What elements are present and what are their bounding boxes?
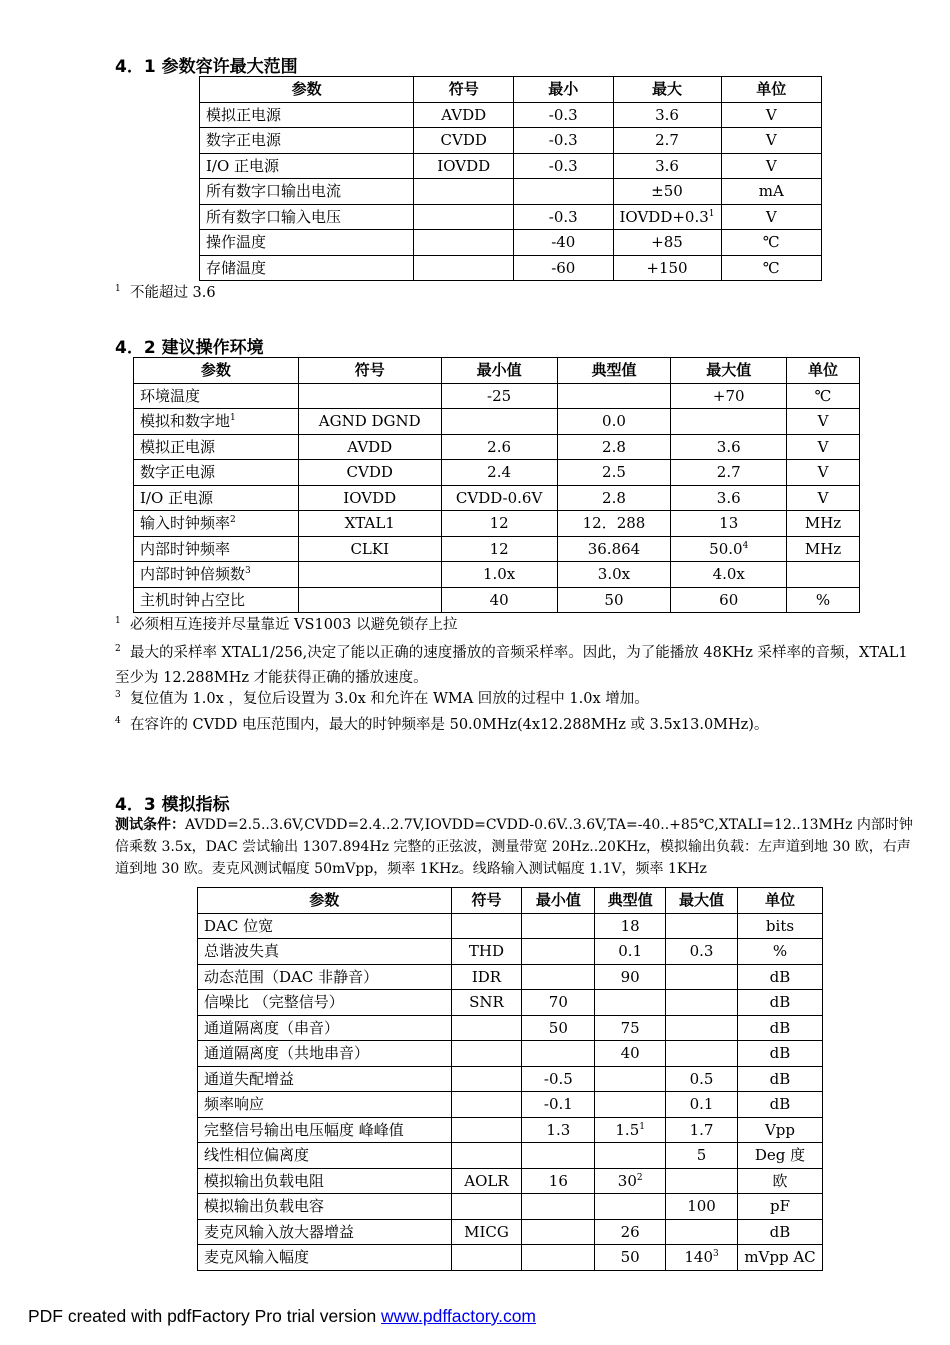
table-cell [595, 1066, 666, 1092]
table-cell: +150 [613, 255, 721, 281]
table-cell: -25 [441, 383, 557, 409]
table-cell: 数字正电源 [134, 460, 299, 486]
table-cell: 50 [522, 1015, 595, 1041]
footnote: $^4$ 在容许的 CVDD 电压范围内，最大的时钟频率是 50.0MHz(4x12.288MHz 或 3.5x13.0MHz)。 [115, 716, 769, 733]
table-cell: XTAL1 [298, 511, 441, 537]
table-row [198, 1245, 823, 1271]
table-row [200, 255, 822, 281]
table-cell: 3.0x [557, 562, 671, 588]
table-cell: V [787, 485, 860, 511]
table-cell: 4.0x [671, 562, 787, 588]
table-cell: 0.1 [595, 939, 666, 965]
col-header: 参数 [200, 77, 414, 103]
table-cell: 内部时钟频率 [134, 536, 299, 562]
pdf-footer: PDF created with pdfFactory Pro trial version www.pdffactory.com [28, 1306, 537, 1326]
table-cell: AOLR [451, 1168, 522, 1194]
col-header: 典型值 [557, 358, 671, 384]
col-header: 符号 [451, 888, 522, 914]
table-cell: CLKI [298, 536, 441, 562]
table-row [134, 383, 860, 409]
table-cell: 50 [557, 587, 671, 613]
table-cell: dB [737, 1015, 822, 1041]
table-cell [666, 1168, 738, 1194]
table-cell [514, 179, 613, 205]
table-cell: 12．288 [557, 511, 671, 537]
table-cell: ℃ [721, 230, 821, 256]
table-row [198, 1015, 823, 1041]
table-cell [666, 964, 738, 990]
table-cell: 总谐波失真 [198, 939, 452, 965]
table-cell: IOVDD [298, 485, 441, 511]
col-header: 符号 [298, 358, 441, 384]
table-cell: V [721, 102, 821, 128]
table-cell: CVDD [414, 128, 514, 154]
table-cell: 70 [522, 990, 595, 1016]
col-header: 最大值 [666, 888, 738, 914]
table-cell: 通道隔离度（共地串音） [198, 1041, 452, 1067]
table-cell: 所有数字口输出电流 [200, 179, 414, 205]
table-cell: $140^3$ [666, 1245, 738, 1271]
table-header-row [200, 77, 822, 103]
col-header: 典型值 [595, 888, 666, 914]
table-cell: -0.3 [514, 204, 613, 230]
col-header: 最大值 [671, 358, 787, 384]
footnote: $^3$ 复位值为 1.0x ，复位后设置为 3.0x 和允许在 WMA 回放的过程中 1.0x 增加。 [115, 690, 649, 707]
table-cell: 0.0 [557, 409, 671, 435]
table-cell: +70 [671, 383, 787, 409]
table-row [134, 485, 860, 511]
table-cell: 通道失配增益 [198, 1066, 452, 1092]
table-cell: pF [737, 1194, 822, 1220]
footnote: $^2$ 最大的采样率 XTAL1/256,决定了能以正确的速度播放的音频采样率。因此，为了能播放 48KHz 采样率的音频，XTAL1 至少为 12.288MHz 才能获得正确的播放速度。 [115, 644, 908, 686]
table-cell: AVDD [298, 434, 441, 460]
table-cell [666, 913, 738, 939]
table-cell: 40 [441, 587, 557, 613]
table-cell: ±50 [613, 179, 721, 205]
table-cell: V [721, 128, 821, 154]
table-cell: V [721, 204, 821, 230]
table-cell [666, 990, 738, 1016]
table-cell: THD [451, 939, 522, 965]
table-cell: 2.5 [557, 460, 671, 486]
table-cell: 12 [441, 511, 557, 537]
table-cell [414, 204, 514, 230]
table-cell: 所有数字口输入电压 [200, 204, 414, 230]
table-cell: 12 [441, 536, 557, 562]
table-cell: 麦克风输入放大器增益 [198, 1219, 452, 1245]
table-cell [522, 1143, 595, 1169]
table-row [200, 204, 822, 230]
table-cell [671, 409, 787, 435]
table-cell: -0.3 [514, 102, 613, 128]
table-cell: 0.5 [666, 1066, 738, 1092]
table-row [134, 460, 860, 486]
section-title-4-3: 4．3 模拟指标 [115, 795, 230, 815]
table-cell: % [737, 939, 822, 965]
table-row [134, 587, 860, 613]
table-cell: ℃ [721, 255, 821, 281]
table-cell: -0.1 [522, 1092, 595, 1118]
table-cell: ℃ [787, 383, 860, 409]
table-cell: dB [737, 1219, 822, 1245]
footnote: $^1$ 不能超过 3.6 [115, 284, 216, 301]
table-cell [414, 255, 514, 281]
max-ratings-table [199, 76, 822, 281]
table-cell: 模拟输出负载电容 [198, 1194, 452, 1220]
table-row [198, 1041, 823, 1067]
table-cell: 75 [595, 1015, 666, 1041]
test-conditions-text: AVDD=2.5..3.6V,CVDD=2.4..2.7V,IOVDD=CVDD-0.6V..3.6V,TA=-40..+85℃,XTALI=12..13MHz 内部时钟倍乘数 3.5x，DAC 尝试输出 1307.894Hz 完整的正弦波，测量带宽 20Hz..20KHz，模拟输出负载：左声道到地 30 欧，右声道到地 30 欧。麦克风测试幅度 50mVpp，频率 1KHz。线路输入测试幅度 1.1V，频率 1KHz [115, 817, 913, 877]
table-row [198, 913, 823, 939]
table-cell: 50.0$^4$ [671, 536, 787, 562]
table-cell: 欧 [737, 1168, 822, 1194]
table-cell: I/O 正电源 [134, 485, 299, 511]
table-cell: I/O 正电源 [200, 153, 414, 179]
table-cell: 2.7 [671, 460, 787, 486]
table-cell: 2.8 [557, 434, 671, 460]
table-cell: 模拟正电源 [134, 434, 299, 460]
table-cell: V [787, 409, 860, 435]
table-cell [451, 1015, 522, 1041]
table-cell [522, 939, 595, 965]
table-cell [451, 913, 522, 939]
table-row [198, 1117, 823, 1143]
table-cell [522, 913, 595, 939]
table-cell: V [787, 460, 860, 486]
table-cell [414, 179, 514, 205]
table-cell [451, 1194, 522, 1220]
table-cell: 模拟和数字地$^1$ [134, 409, 299, 435]
table-cell: 动态范围（DAC 非静音） [198, 964, 452, 990]
table-cell: -0.3 [514, 128, 613, 154]
table-row [198, 990, 823, 1016]
table-cell: $1.5^1$ [595, 1117, 666, 1143]
table-cell [522, 1041, 595, 1067]
table-cell: 1.0x [441, 562, 557, 588]
table-cell: CVDD [298, 460, 441, 486]
table-header-row [134, 358, 860, 384]
col-header: 最大 [613, 77, 721, 103]
table-cell [666, 1041, 738, 1067]
table-cell: -0.5 [522, 1066, 595, 1092]
table-cell: 存储温度 [200, 255, 414, 281]
section-title-4-1: 4．1 参数容许最大范围 [115, 57, 298, 77]
table-cell [595, 1092, 666, 1118]
table-cell: AGND DGND [298, 409, 441, 435]
table-cell: 频率响应 [198, 1092, 452, 1118]
col-header: 符号 [414, 77, 514, 103]
table-cell [595, 1194, 666, 1220]
table-cell: 18 [595, 913, 666, 939]
table-cell: 2.6 [441, 434, 557, 460]
table-cell: -60 [514, 255, 613, 281]
table-cell: 90 [595, 964, 666, 990]
table-cell: Deg 度 [737, 1143, 822, 1169]
table-cell [666, 1219, 738, 1245]
table-cell: 0.3 [666, 939, 738, 965]
table-row [198, 1066, 823, 1092]
table-cell: 26 [595, 1219, 666, 1245]
table-cell: dB [737, 1092, 822, 1118]
table-cell [451, 1117, 522, 1143]
table-cell [666, 1015, 738, 1041]
table-cell [522, 1245, 595, 1271]
table-row [134, 434, 860, 460]
table-cell [522, 964, 595, 990]
table-cell: 2.4 [441, 460, 557, 486]
col-header: 最小 [514, 77, 613, 103]
table-cell: 3.6 [671, 434, 787, 460]
table-cell: 50 [595, 1245, 666, 1271]
table-cell: 60 [671, 587, 787, 613]
table-cell: bits [737, 913, 822, 939]
table-cell: mA [721, 179, 821, 205]
table-cell: V [721, 153, 821, 179]
table-cell [298, 383, 441, 409]
table-row [198, 939, 823, 965]
table-cell [522, 1219, 595, 1245]
table-cell: 1.7 [666, 1117, 738, 1143]
table-row [200, 179, 822, 205]
table-row [200, 102, 822, 128]
table-cell: 0.1 [666, 1092, 738, 1118]
table-row [200, 153, 822, 179]
table-cell: CVDD-0.6V [441, 485, 557, 511]
col-header: 参数 [134, 358, 299, 384]
operating-conditions-table [133, 357, 860, 613]
table-cell: 环境温度 [134, 383, 299, 409]
table-cell: 13 [671, 511, 787, 537]
table-cell [451, 1245, 522, 1271]
table-header-row [198, 888, 823, 914]
table-cell [414, 230, 514, 256]
table-cell: 36.864 [557, 536, 671, 562]
analog-spec-table [197, 887, 823, 1271]
table-cell: 40 [595, 1041, 666, 1067]
table-cell: 线性相位偏离度 [198, 1143, 452, 1169]
table-cell [451, 1092, 522, 1118]
table-cell: V [787, 434, 860, 460]
table-row [200, 128, 822, 154]
table-cell: 2.8 [557, 485, 671, 511]
table-cell: DAC 位宽 [198, 913, 452, 939]
table-cell [787, 562, 860, 588]
table-row [198, 1219, 823, 1245]
pdffactory-link[interactable]: www.pdffactory.com [381, 1306, 537, 1326]
table-cell [451, 1066, 522, 1092]
table-cell [451, 1041, 522, 1067]
table-cell: 数字正电源 [200, 128, 414, 154]
table-row [134, 536, 860, 562]
table-cell: AVDD [414, 102, 514, 128]
table-cell: Vpp [737, 1117, 822, 1143]
table-cell [595, 990, 666, 1016]
footnote: $^1$ 必须相互连接并尽量靠近 VS1003 以避免锁存上拉 [115, 616, 458, 633]
table-cell: 模拟输出负载电阻 [198, 1168, 452, 1194]
table-cell [522, 1194, 595, 1220]
table-cell [441, 409, 557, 435]
table-cell [298, 587, 441, 613]
table-cell: $30^2$ [595, 1168, 666, 1194]
table-row [134, 562, 860, 588]
table-cell: 麦克风输入幅度 [198, 1245, 452, 1271]
table-row [200, 230, 822, 256]
table-cell: 主机时钟占空比 [134, 587, 299, 613]
table-cell: 输入时钟频率$^2$ [134, 511, 299, 537]
table-cell: 信噪比 （完整信号） [198, 990, 452, 1016]
table-cell: % [787, 587, 860, 613]
table-cell: +85 [613, 230, 721, 256]
table-cell: dB [737, 990, 822, 1016]
table-row [134, 409, 860, 435]
table-cell: MHz [787, 536, 860, 562]
table-cell: 3.6 [613, 102, 721, 128]
table-cell: IDR [451, 964, 522, 990]
table-cell: -40 [514, 230, 613, 256]
col-header: 单位 [787, 358, 860, 384]
table-cell [298, 562, 441, 588]
table-cell: IOVDD [414, 153, 514, 179]
table-cell [451, 1143, 522, 1169]
table-cell: 操作温度 [200, 230, 414, 256]
table-cell: SNR [451, 990, 522, 1016]
table-row [198, 1092, 823, 1118]
table-cell [557, 383, 671, 409]
table-cell: dB [737, 1066, 822, 1092]
table-cell: 2.7 [613, 128, 721, 154]
table-cell: mVpp AC [737, 1245, 822, 1271]
test-conditions [115, 814, 915, 880]
test-conditions-label: 测试条件： [115, 817, 185, 833]
table-cell: 5 [666, 1143, 738, 1169]
col-header: 单位 [721, 77, 821, 103]
table-cell: 通道隔离度（串音） [198, 1015, 452, 1041]
table-cell: -0.3 [514, 153, 613, 179]
table-cell [595, 1143, 666, 1169]
col-header: 最小值 [441, 358, 557, 384]
table-cell: $IOVDD+0.3^1$ [613, 204, 721, 230]
table-row [198, 964, 823, 990]
table-cell: dB [737, 1041, 822, 1067]
col-header: 参数 [198, 888, 452, 914]
table-cell: 完整信号输出电压幅度 峰峰值 [198, 1117, 452, 1143]
table-cell: MHz [787, 511, 860, 537]
table-cell: 100 [666, 1194, 738, 1220]
table-cell: MICG [451, 1219, 522, 1245]
col-header: 最小值 [522, 888, 595, 914]
table-cell: 3.6 [613, 153, 721, 179]
table-row [198, 1143, 823, 1169]
table-cell: 1.3 [522, 1117, 595, 1143]
section-title-4-2: 4．2 建议操作环境 [115, 338, 264, 358]
table-cell: 3.6 [671, 485, 787, 511]
col-header: 单位 [737, 888, 822, 914]
table-cell: dB [737, 964, 822, 990]
table-row [134, 511, 860, 537]
table-row [198, 1194, 823, 1220]
table-cell: 内部时钟倍频数$^3$ [134, 562, 299, 588]
table-cell: 模拟正电源 [200, 102, 414, 128]
table-row [198, 1168, 823, 1194]
table-cell: 16 [522, 1168, 595, 1194]
